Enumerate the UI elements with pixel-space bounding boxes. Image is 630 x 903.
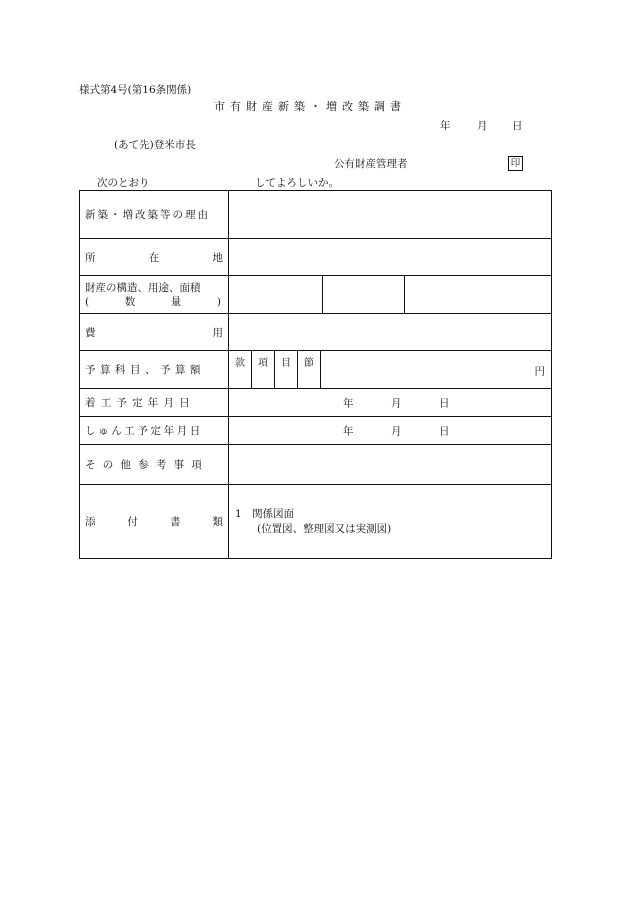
structure-label-line1: 財産の構造、用途、面積 <box>85 281 201 294</box>
location-label <box>85 250 223 265</box>
body-text-right: してよろしいか。 <box>255 177 339 189</box>
budget-amount-cell[interactable] <box>321 351 551 388</box>
structure-label-cell <box>80 276 229 314</box>
budget-kan-label: 款 <box>235 358 245 369</box>
row-cost <box>80 314 552 351</box>
row-budget <box>80 351 552 389</box>
end-date-parts <box>229 417 551 444</box>
cost-label-char: 用 <box>212 326 223 339</box>
row-location <box>80 239 552 276</box>
structure-label-char: ) <box>216 295 221 308</box>
manager-label: 公有財産管理者 <box>334 158 408 170</box>
other-label-cell <box>80 445 229 485</box>
row-reason <box>80 191 552 239</box>
budget-moku-label: 目 <box>281 358 291 369</box>
document-title: 市有財産新築・増改築調書 <box>214 100 406 113</box>
body-text-left: 次のとおり <box>97 177 150 189</box>
structure-label-char: 数 <box>124 295 136 308</box>
budget-kou-cell <box>252 351 275 388</box>
yen-unit: 円 <box>534 364 545 377</box>
location-label-cell <box>80 239 229 276</box>
budget-kan-cell <box>229 351 252 388</box>
budget-kou-label: 項 <box>258 358 268 369</box>
attach-label <box>85 514 223 529</box>
structure-label-char: 量 <box>170 295 182 308</box>
end-label: しゅん工予定年月日 <box>85 425 203 437</box>
reason-label: 新築・増改築等の理由 <box>85 209 210 221</box>
location-value-cell[interactable] <box>229 239 552 276</box>
date-day-label: 日 <box>512 120 523 132</box>
start-day-label: 日 <box>439 397 450 409</box>
start-label-cell <box>80 389 229 417</box>
addressee: (あて先)登米市長 <box>114 139 196 151</box>
end-date-cell[interactable] <box>229 417 552 445</box>
form-number: 様式第4号(第16条関係) <box>79 84 192 96</box>
attach-label-char: 付 <box>127 516 138 528</box>
row-other <box>80 445 552 485</box>
budget-label-cell <box>80 351 229 389</box>
date-year-label: 年 <box>440 120 451 132</box>
structure-subcells <box>229 276 551 313</box>
attach-label-char: 類 <box>212 516 223 528</box>
budget-moku-cell <box>275 351 298 388</box>
structure-subcell[interactable] <box>229 276 323 313</box>
start-month-label: 月 <box>391 397 402 409</box>
seal-mark: 印 <box>508 156 523 171</box>
attach-label-char: 書 <box>170 516 181 528</box>
attach-value-cell[interactable] <box>229 485 552 559</box>
end-label-cell <box>80 417 229 445</box>
start-date-parts <box>229 389 551 416</box>
budget-label: 予算科目、予算額 <box>85 364 205 376</box>
row-structure <box>80 276 552 314</box>
cost-value-cell[interactable] <box>229 314 552 351</box>
reason-value-cell[interactable] <box>229 191 552 239</box>
cost-label <box>85 325 223 340</box>
form-table <box>79 190 552 559</box>
budget-value-cell <box>229 351 552 389</box>
row-end-date <box>80 417 552 445</box>
start-date-cell[interactable] <box>229 389 552 417</box>
other-label: その他参考事項 <box>85 459 209 471</box>
reason-label-cell <box>80 191 229 239</box>
end-month-label: 月 <box>391 425 402 437</box>
budget-setsu-cell <box>298 351 321 388</box>
row-attachments <box>80 485 552 559</box>
location-label-char: 地 <box>212 251 223 264</box>
end-year-label: 年 <box>343 425 354 437</box>
usage-subcell[interactable] <box>323 276 405 313</box>
date-month-label: 月 <box>477 120 488 132</box>
budget-subcells <box>229 351 551 388</box>
attach-line-1: 1 関係図面 <box>235 507 295 520</box>
structure-label-line2 <box>85 295 223 309</box>
other-value-cell[interactable] <box>229 445 552 485</box>
row-start-date <box>80 389 552 417</box>
budget-setsu-label: 節 <box>304 358 314 369</box>
location-label-char: 所 <box>85 251 96 264</box>
cost-label-cell <box>80 314 229 351</box>
start-year-label: 年 <box>343 397 354 409</box>
location-label-char: 在 <box>148 251 160 264</box>
structure-label-char: ( <box>85 295 90 308</box>
cost-label-char: 費 <box>85 326 96 339</box>
area-subcell[interactable] <box>405 276 551 313</box>
attach-label-char: 添 <box>85 516 96 528</box>
start-label: 着工予定年月日 <box>85 397 195 409</box>
attach-line-2: (位置図、整理図又は実測図) <box>257 522 392 535</box>
structure-value-cell <box>229 276 552 314</box>
end-day-label: 日 <box>439 425 450 437</box>
attach-label-cell <box>80 485 229 559</box>
